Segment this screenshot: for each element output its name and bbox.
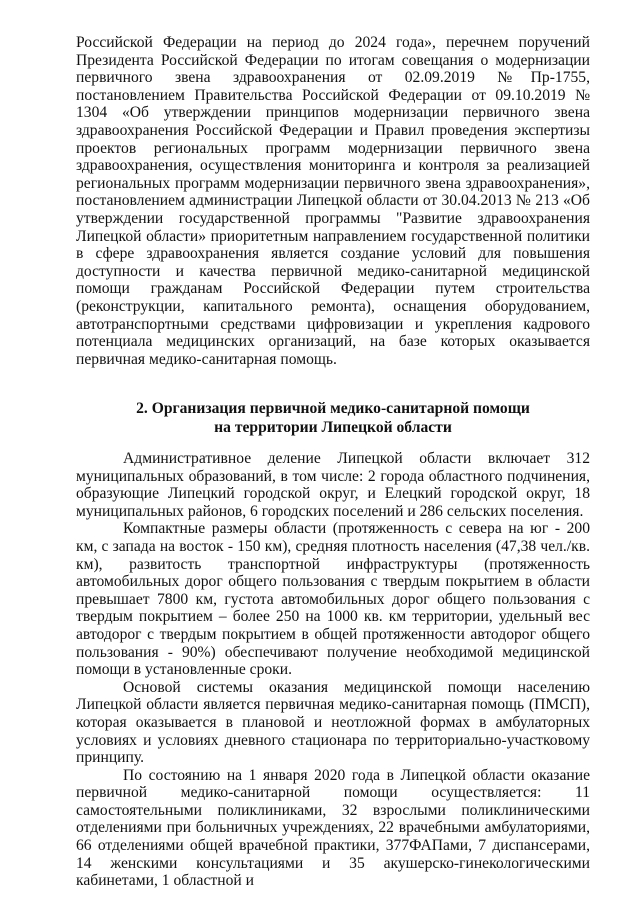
section-body [76, 450, 590, 890]
section-heading [76, 399, 590, 437]
intro-paragraph: Российской Федерации на период до 2024 года», перечнем поручений Президента Российской Федерации по итогам совещания о модернизации первичного звена здравоохранения от 02.09.2019 №Пр-1755, постановлением Правительства Российской Федерации от 09.10.2019 № 1304 «Об утверждении принципов модернизации первичного звена здравоохранения Российской Федерации и Правил проведения экспертизы проектов региональных программ модернизации первичного звена здравоохранения, осуществления мониторинга и контроля за реализацией региональных программ модернизации первичного звена здравоохранения», постановлением администрации Липецкой области от 30.04.2013 № 213 «Об утверждении государственной программы "Развитие здравоохранения Липецкой области» приоритетным направлением государственной политики в сфере здравоохранения является создание условий для повышения доступности и качества первичной медико-санитарной медицинской помощи гражданам Российской Федерации путем строительства (реконструкции, капитального ремонта), оснащения оборудованием, автотранспортными средствами цифровизации и укрепления кадрового потенциала медицинских организаций, на базе которых оказывается первичная медико-санитарная помощь. [76, 34, 590, 368]
paragraph-administrative-division: Административное деление Липецкой области включает 312 муниципальных образований, в том числе: 2 города областного подчинения, образующие Липецкий городской округ, и Елецкий городской округ, 18 муниципальных районов, 6 городских поселений и 286 сельских поселения. [76, 450, 590, 520]
paragraph-region-size: Компактные размеры области (протяженность с севера на юг - 200 км, с запада на восток - 150 км), средняя плотность населения (47,38 чел./кв. км), развитость транспортной инфраструктуры (протяженность автомобильных дорог общего пользования с твердым покрытием в области превышает 7800 км, густота автомобильных дорог общего пользования с твердым покрытием – более 250 на 1000 кв. км территории, удельный вес автодорог с твердым покрытием в общей протяженности автодорог общего пользования - 90%) обеспечивают получение необходимой медицинской помощи в установленные сроки. [76, 520, 590, 679]
paragraph-facilities-count: По состоянию на 1 января 2020 года в Липецкой области оказание первичной медико-санитарной помощи осуществляется: 11 самостоятельными поликлиниками, 32 взрослыми поликлиническими отделениями при больничных учреждениях, 22 врачебными амбулаториями, 66 отделениями общей врачебной практики, 377ФАПами, 7 диспансерами, 14 женскими консультациями и 35 акушерско-гинекологическими кабинетами, 1 областной и [76, 766, 590, 890]
paragraph-pmsp-basis: Основой системы оказания медицинской помощи населению Липецкой области является первичная медико-санитарная помощь (ПМСП), которая оказывается в плановой и неотложной формах в амбулаторных условиях и условиях дневного стационара по территориально-участковому принципу. [76, 678, 590, 767]
section-heading-line-2: на территории Липецкой области [214, 419, 452, 436]
intro-text-block [76, 34, 590, 368]
section-heading-line-1: 2. Организация первичной медико-санитарной помощи [136, 400, 530, 417]
